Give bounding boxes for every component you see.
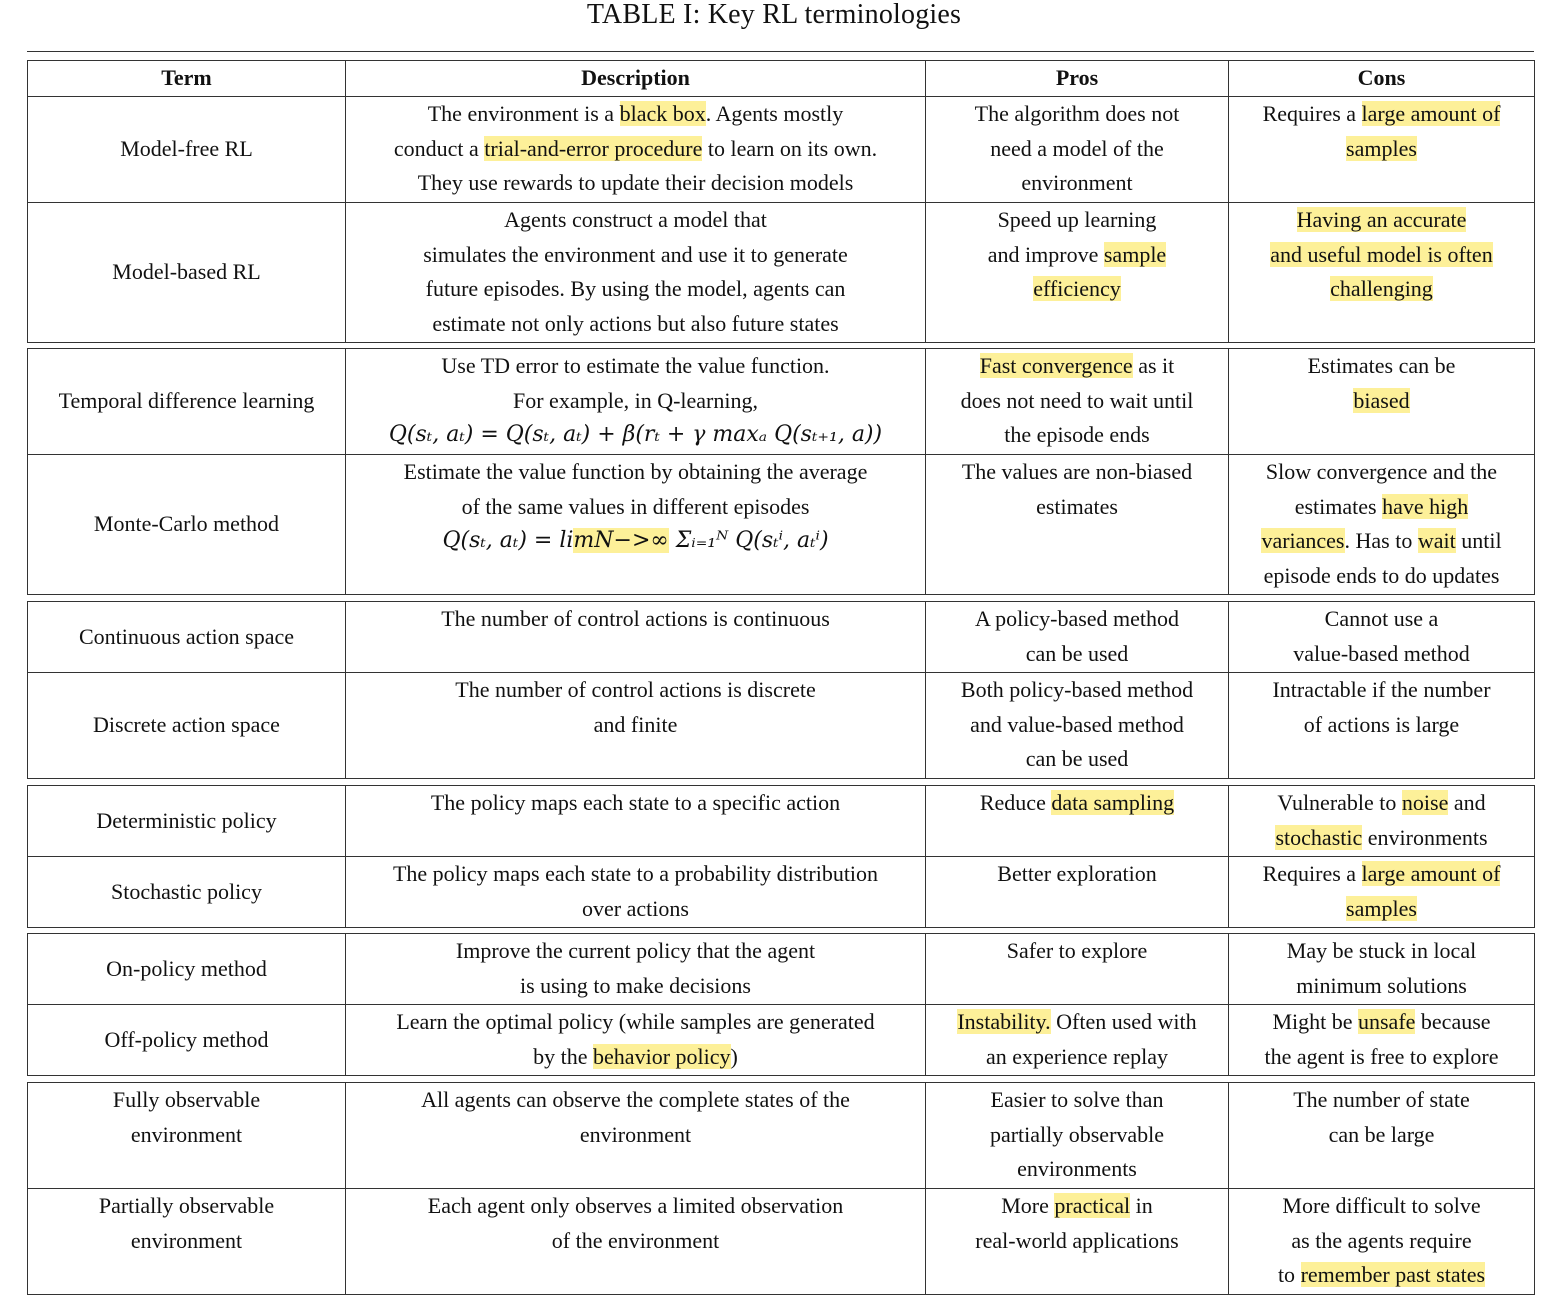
text: The policy maps each state to a probability distribution xyxy=(392,861,879,886)
table-row xyxy=(28,602,1535,673)
term-cell xyxy=(28,349,346,455)
highlight: have high xyxy=(1382,493,1469,519)
text: Improve the current policy that the agent xyxy=(455,938,816,963)
text: Might be xyxy=(1272,1009,1358,1034)
text: The algorithm does not xyxy=(974,101,1180,126)
term-cell xyxy=(28,455,346,595)
text: Both policy-based method xyxy=(960,677,1194,702)
pros-cell xyxy=(926,1005,1229,1076)
highlight: trial-and-error procedure xyxy=(484,135,703,161)
cons-cell xyxy=(1229,1189,1535,1295)
description-cell xyxy=(346,455,926,595)
text: episode ends to do updates xyxy=(1263,563,1500,589)
highlight: remember past states xyxy=(1300,1262,1486,1288)
description-cell xyxy=(346,673,926,779)
text: Cannot use a xyxy=(1324,606,1439,631)
table-group-observability xyxy=(27,1082,1535,1295)
description-cell xyxy=(346,1083,926,1189)
description-cell xyxy=(346,1189,926,1295)
text: and finite xyxy=(593,711,678,737)
highlight: data sampling xyxy=(1051,790,1175,815)
highlight: biased xyxy=(1353,387,1410,413)
text: the agent is free to explore xyxy=(1264,1043,1499,1069)
text: All agents can observe the complete states of the xyxy=(421,1087,850,1112)
text: of the environment xyxy=(551,1227,720,1253)
highlight: efficiency xyxy=(1033,276,1121,302)
text: real-world applications xyxy=(975,1227,1179,1253)
text: conduct a xyxy=(393,135,485,161)
description-cell xyxy=(346,1005,926,1076)
text: future episodes. By using the model, agents can xyxy=(425,276,846,302)
highlight: samples xyxy=(1346,135,1417,161)
table-group-policy-type xyxy=(27,785,1535,928)
cons-cell xyxy=(1229,455,1535,595)
text: Estimates can be xyxy=(1307,353,1456,378)
highlight: mN−>∞ xyxy=(573,528,669,554)
td-equation: Q(sₜ, aₜ) = Q(sₜ, aₜ) + β(rₜ + γ maxₐ Q(sₜ₊₁, a)) xyxy=(388,422,883,448)
cons-cell xyxy=(1229,349,1535,455)
text: The number of state xyxy=(1293,1087,1470,1112)
text: Slow convergence and the xyxy=(1265,459,1498,484)
pros-cell xyxy=(926,1083,1229,1189)
term-cell xyxy=(28,673,346,779)
term-label: Off-policy method xyxy=(104,1026,269,1052)
text: environment xyxy=(579,1121,692,1147)
highlight: large amount of xyxy=(1361,861,1501,886)
text: in xyxy=(1130,1193,1153,1218)
text: the episode ends xyxy=(1004,422,1150,448)
text: need a model of the xyxy=(990,135,1164,161)
highlight: Fast convergence xyxy=(979,353,1133,378)
term-label: Model-based RL xyxy=(112,259,261,285)
term-label: Fully observable xyxy=(112,1087,261,1112)
text: does not need to wait until xyxy=(960,387,1194,413)
text: Safer to explore xyxy=(1006,938,1148,963)
cons-cell xyxy=(1229,1083,1535,1189)
table-row xyxy=(28,97,1535,203)
description-cell xyxy=(346,934,926,1005)
pros-cell xyxy=(926,786,1229,857)
text: The environment is a xyxy=(427,101,620,126)
mc-equation xyxy=(346,524,925,559)
highlight: behavior policy xyxy=(593,1043,731,1069)
pros-cell xyxy=(926,349,1229,455)
text: Requires a xyxy=(1262,861,1362,886)
header-term: Term xyxy=(28,61,346,97)
term-label: Model-free RL xyxy=(120,136,253,162)
text: Requires a xyxy=(1262,101,1362,126)
text: can be used xyxy=(1025,746,1129,772)
text: of the same values in different episodes xyxy=(461,493,810,519)
text: value-based method xyxy=(1293,640,1470,666)
pros-cell xyxy=(926,673,1229,779)
text: The policy maps each state to a specific action xyxy=(430,790,841,815)
table-row xyxy=(28,349,1535,455)
term-label: Monte-Carlo method xyxy=(93,511,280,537)
cons-cell xyxy=(1229,1005,1535,1076)
pros-cell xyxy=(926,455,1229,595)
cons-cell xyxy=(1229,203,1535,343)
table-row xyxy=(28,673,1535,779)
table-row xyxy=(28,857,1535,928)
text: The values are non-biased xyxy=(961,459,1193,484)
term-label: environment xyxy=(130,1227,243,1253)
text: estimates xyxy=(1294,493,1383,519)
term-cell xyxy=(28,1189,346,1295)
table-caption: TABLE I: Key RL terminologies xyxy=(586,0,962,30)
text: as it xyxy=(1132,353,1175,378)
description-cell xyxy=(346,97,926,203)
term-label: Deterministic policy xyxy=(96,807,277,833)
text: Better exploration xyxy=(997,861,1157,886)
text: an experience replay xyxy=(986,1043,1168,1069)
highlight: practical xyxy=(1054,1193,1131,1218)
text: and improve xyxy=(987,241,1104,267)
term-cell xyxy=(28,786,346,857)
text: Often used with xyxy=(1050,1009,1197,1034)
highlight: samples xyxy=(1346,895,1417,921)
description-cell xyxy=(346,857,926,928)
text: as the agents require xyxy=(1291,1227,1472,1253)
pros-cell xyxy=(926,1189,1229,1295)
term-cell xyxy=(28,602,346,673)
term-cell xyxy=(28,857,346,928)
pros-cell xyxy=(926,857,1229,928)
cons-cell xyxy=(1229,934,1535,1005)
header-row xyxy=(28,61,1535,97)
table-row xyxy=(28,1083,1535,1189)
description-cell xyxy=(346,203,926,343)
text: environment xyxy=(1021,170,1133,196)
term-label: Continuous action space xyxy=(78,623,295,649)
text: Σᵢ₌₁ᴺ Q(sₜⁱ, aₜⁱ) xyxy=(668,528,829,554)
table-group-action-space xyxy=(27,601,1535,779)
text: environments xyxy=(1017,1156,1137,1182)
text: Each agent only observes a limited observation xyxy=(427,1193,844,1218)
text: Estimate the value function by obtaining the average xyxy=(403,459,868,484)
text: minimum solutions xyxy=(1296,972,1467,998)
text: to xyxy=(1277,1262,1301,1288)
highlight: large amount of xyxy=(1361,101,1501,126)
term-label: Temporal difference learning xyxy=(58,388,315,414)
description-cell xyxy=(346,602,926,673)
highlight: noise xyxy=(1401,790,1449,815)
pros-cell xyxy=(926,934,1229,1005)
table-row xyxy=(28,786,1535,857)
term-cell xyxy=(28,97,346,203)
description-cell xyxy=(346,349,926,455)
highlight: Having an accurate xyxy=(1296,207,1467,232)
text: Q(sₜ, aₜ) = li xyxy=(442,528,574,554)
text: simulates the environment and use it to generate xyxy=(423,241,848,267)
text: estimates xyxy=(1036,493,1118,519)
highlight: stochastic xyxy=(1275,824,1363,850)
table-row xyxy=(28,1005,1535,1076)
highlight: challenging xyxy=(1330,276,1433,302)
text: Agents construct a model that xyxy=(504,207,767,232)
text: of actions is large xyxy=(1303,711,1460,737)
text: ) xyxy=(730,1043,738,1069)
header-description: Description xyxy=(346,61,926,97)
text: and value-based method xyxy=(970,711,1184,737)
term-label: environment xyxy=(130,1121,243,1147)
table-group-model xyxy=(27,60,1535,343)
text: environments xyxy=(1362,824,1488,850)
text: Use TD error to estimate the value function. xyxy=(441,353,830,378)
text: over actions xyxy=(582,895,689,921)
description-cell xyxy=(346,786,926,857)
text: Vulnerable to xyxy=(1277,790,1402,815)
highlight: black box xyxy=(619,101,706,126)
text: They use rewards to update their decision models xyxy=(417,170,854,196)
text: The number of control actions is continuous xyxy=(441,606,830,631)
text: A policy-based method xyxy=(974,606,1180,631)
table-group-learning xyxy=(27,348,1535,595)
top-rule xyxy=(27,51,1534,52)
text: and xyxy=(1448,790,1486,815)
text: to learn on its own. xyxy=(702,135,878,161)
text: More xyxy=(1001,1193,1055,1218)
cons-cell xyxy=(1229,786,1535,857)
pros-cell xyxy=(926,602,1229,673)
highlight: and useful model is often xyxy=(1270,241,1493,267)
term-cell xyxy=(28,934,346,1005)
text: . Has to xyxy=(1344,528,1418,554)
highlight: wait xyxy=(1417,528,1456,554)
term-label: Stochastic policy xyxy=(111,878,262,904)
text: by the xyxy=(533,1043,594,1069)
text: Easier to solve than xyxy=(990,1087,1164,1112)
term-label: Discrete action space xyxy=(93,712,280,738)
text: until xyxy=(1455,528,1502,554)
table-group-policy-method xyxy=(27,933,1535,1076)
text: More difficult to solve xyxy=(1282,1193,1481,1218)
term-cell xyxy=(28,1005,346,1076)
cons-cell xyxy=(1229,673,1535,779)
table-row xyxy=(28,934,1535,1005)
text: estimate not only actions but also future states xyxy=(432,311,839,337)
text: May be stuck in local xyxy=(1286,938,1477,963)
text: because xyxy=(1415,1009,1491,1034)
text: Learn the optimal policy (while samples are generated xyxy=(396,1009,875,1034)
highlight: sample xyxy=(1103,241,1167,267)
table-row xyxy=(28,1189,1535,1295)
highlight: Instability. xyxy=(957,1009,1051,1034)
cons-cell xyxy=(1229,857,1535,928)
table-row xyxy=(28,455,1535,595)
text: Speed up learning xyxy=(997,207,1157,232)
term-cell xyxy=(28,203,346,343)
header-pros: Pros xyxy=(926,61,1229,97)
text: can be used xyxy=(1025,640,1129,666)
term-cell xyxy=(28,1083,346,1189)
text: partially observable xyxy=(989,1121,1165,1147)
highlight: unsafe xyxy=(1358,1009,1416,1034)
pros-cell xyxy=(926,203,1229,343)
text: Reduce xyxy=(979,790,1052,815)
cons-cell xyxy=(1229,97,1535,203)
cons-cell xyxy=(1229,602,1535,673)
header-cons: Cons xyxy=(1229,61,1535,97)
pros-cell xyxy=(926,97,1229,203)
text: For example, in Q-learning, xyxy=(513,387,758,413)
text: . Agents mostly xyxy=(705,101,844,126)
term-label: On-policy method xyxy=(106,955,267,981)
text: is using to make decisions xyxy=(520,972,751,998)
highlight: variances xyxy=(1261,528,1345,554)
text: can be large xyxy=(1328,1121,1435,1147)
table-row xyxy=(28,203,1535,343)
text: The number of control actions is discrete xyxy=(455,677,816,702)
term-label: Partially observable xyxy=(98,1193,275,1218)
text: Intractable if the number xyxy=(1272,677,1491,702)
